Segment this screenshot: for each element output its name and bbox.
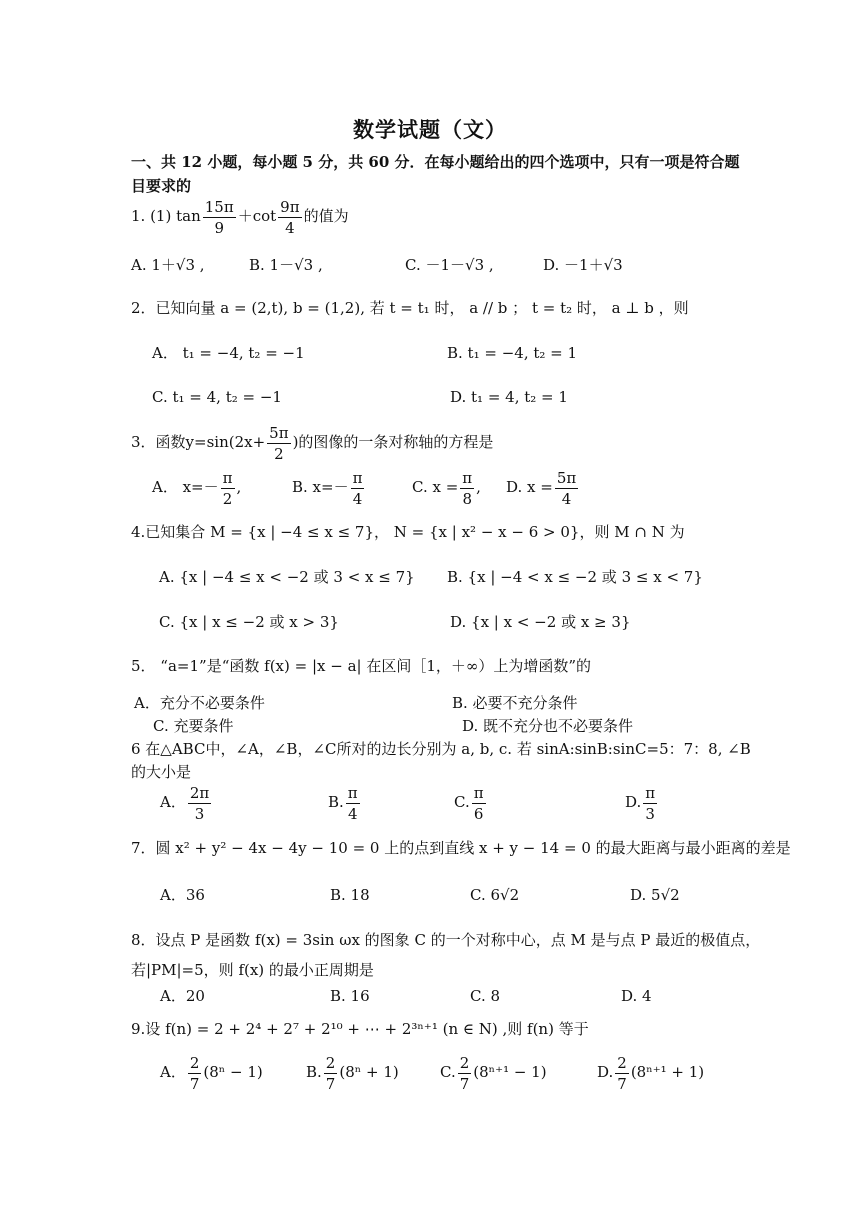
q1-option-d: D. －1＋√3 <box>543 256 623 274</box>
q1-option-b: B. 1－√3 , <box>249 256 323 274</box>
q3-a-suf: , <box>236 478 242 496</box>
q9-option-b <box>306 1050 399 1094</box>
q3-option-a <box>152 465 241 509</box>
q9-b-num: 2 <box>325 1053 336 1072</box>
q9-c-pre: C. <box>440 1063 456 1081</box>
q9-option-d <box>597 1050 704 1094</box>
q3-c-den: 8 <box>462 489 472 508</box>
q6-option-a <box>160 780 213 824</box>
question-2: 2．已知向量 a = (2,t), b = (1,2), 若 t = t₁ 时， a // b ； t = t₂ 时， a ⊥ b ，则 <box>131 299 689 317</box>
q6-a-den: 3 <box>194 804 205 823</box>
q4-option-d: D. {x | x < −2 或 x ≥ 3} <box>450 613 631 631</box>
q9-b-suf: (8ⁿ + 1) <box>339 1063 399 1081</box>
question-7: 7．圆 x² + y² − 4x − 4y − 10 = 0 上的点到直线 x + y − 14 = 0 的最大距离与最小距离的差是 <box>131 839 791 857</box>
q9-c-den: 7 <box>459 1074 470 1093</box>
q3-fraction <box>267 423 290 464</box>
q1-fraction-2 <box>278 197 301 238</box>
q9-a-suf: (8ⁿ − 1) <box>203 1063 263 1081</box>
q9-option-c <box>440 1050 547 1094</box>
q6-b-num: π <box>347 783 358 802</box>
q7-option-d: D. 5√2 <box>630 886 680 904</box>
q3-prefix: 3．函数y=sin(2x+ <box>131 433 266 451</box>
q6-option-d <box>625 780 659 824</box>
q8-option-c: C. 8 <box>470 987 501 1005</box>
q3-b-fraction <box>351 468 365 509</box>
q3-option-b <box>292 465 366 509</box>
q6-a-fraction <box>188 783 211 824</box>
question-3 <box>131 420 493 464</box>
q3-b-num: π <box>352 468 363 487</box>
q3-f-num: 5π <box>269 423 289 442</box>
q9-d-fraction <box>615 1053 629 1094</box>
q6-option-c <box>454 780 488 824</box>
q6-b-fraction <box>346 783 360 824</box>
q8-option-a: A．20 <box>160 987 205 1005</box>
question-8-line1: 8．设点 P 是函数 f(x) = 3sin ωx 的图象 C 的一个对称中心，点 M 是与点 P 最近的极值点， <box>131 931 761 949</box>
q3-suffix: )的图像的一条对称轴的方程是 <box>292 433 494 451</box>
q6-option-b <box>328 780 362 824</box>
q1-suffix: 的值为 <box>303 207 349 225</box>
q1-fraction-1 <box>203 197 236 238</box>
q7-option-c: C. 6√2 <box>470 886 520 904</box>
q9-c-fraction <box>458 1053 472 1094</box>
q3-d-fraction <box>555 468 578 509</box>
q9-b-den: 7 <box>325 1074 336 1093</box>
section-header-line1: 一、共 12 小题，每小题 5 分，共 60 分．在每小题给出的四个选项中，只有一项是符合题 <box>131 153 740 171</box>
q3-d-den: 4 <box>561 489 572 508</box>
q3-option-d <box>506 465 580 509</box>
page-title: 数学试题（文） <box>353 117 507 142</box>
q6-a-pre: A． <box>160 793 186 811</box>
q1-f1-den: 9 <box>214 218 224 237</box>
q9-d-suf: (8ⁿ⁺¹ + 1) <box>630 1063 705 1081</box>
q4-option-a: A. {x | −4 ≤ x < −2 或 3 < x ≤ 7} <box>159 568 415 586</box>
q3-a-den: 2 <box>222 489 233 508</box>
q9-b-fraction <box>324 1053 338 1094</box>
q3-c-num: π <box>462 468 473 487</box>
q3-d-pre: D. x = <box>506 478 553 496</box>
q6-a-num: 2π <box>189 783 210 802</box>
q3-option-c <box>412 465 481 509</box>
q6-d-pre: D. <box>625 793 642 811</box>
q3-a-pre: A． x=－ <box>152 478 219 496</box>
q1-f2-den: 4 <box>285 218 295 237</box>
q6-d-den: 3 <box>645 804 655 823</box>
question-6-line1: 6 在△ABC中，∠A，∠B，∠C所对的边长分别为 a, b, c. 若 sinA:sinB:sinC=5：7：8, ∠B <box>131 740 751 758</box>
question-9: 9.设 f(n) = 2 + 2⁴ + 2⁷ + 2¹⁰ + ⋯ + 2³ⁿ⁺¹ (n ∈ N) ,则 f(n) 等于 <box>131 1020 589 1038</box>
q7-option-b: B. 18 <box>330 886 370 904</box>
q3-f-den: 2 <box>274 444 284 463</box>
q1-f1-num: 15π <box>204 197 234 216</box>
q9-a-fraction <box>188 1053 202 1094</box>
q9-a-num: 2 <box>189 1053 200 1072</box>
q3-a-num: π <box>222 468 233 487</box>
question-8-line2: 若|PM|=5，则 f(x) 的最小正周期是 <box>131 961 374 979</box>
q5-option-b: B. 必要不充分条件 <box>452 694 578 712</box>
q9-c-suf: (8ⁿ⁺¹ − 1) <box>473 1063 547 1081</box>
q3-c-pre: C. x = <box>412 478 459 496</box>
q9-d-num: 2 <box>617 1053 627 1072</box>
q6-c-fraction <box>472 783 486 824</box>
q1-prefix: 1. (1) tan <box>131 207 201 225</box>
q3-d-num: 5π <box>556 468 577 487</box>
q5-option-d: D. 既不充分也不必要条件 <box>462 717 634 735</box>
q2-option-b: B. t₁ = −4, t₂ = 1 <box>447 344 578 362</box>
q6-d-num: π <box>645 783 656 802</box>
q9-d-pre: D. <box>597 1063 614 1081</box>
q2-option-a: A． t₁ = −4, t₂ = −1 <box>152 344 305 362</box>
q6-c-pre: C. <box>454 793 470 811</box>
q1-f2-num: 9π <box>280 197 300 216</box>
q9-a-den: 7 <box>189 1074 200 1093</box>
q3-b-den: 4 <box>352 489 363 508</box>
q7-option-a: A．36 <box>160 886 205 904</box>
section-header-line2: 目要求的 <box>131 177 192 195</box>
q6-b-den: 4 <box>347 804 358 823</box>
question-1 <box>131 194 349 238</box>
q8-option-d: D. 4 <box>621 987 652 1005</box>
q6-c-num: π <box>473 783 484 802</box>
q6-b-pre: B. <box>328 793 344 811</box>
q1-mid: ＋cot <box>237 207 277 225</box>
q2-option-d: D. t₁ = 4, t₂ = 1 <box>450 388 568 406</box>
q2-option-c: C. t₁ = 4, t₂ = −1 <box>152 388 282 406</box>
q9-a-pre: A． <box>160 1063 186 1081</box>
q9-c-num: 2 <box>459 1053 470 1072</box>
q9-d-den: 7 <box>617 1074 627 1093</box>
q6-c-den: 6 <box>473 804 484 823</box>
q8-option-b: B. 16 <box>330 987 370 1005</box>
question-5: 5． “a=1”是“函数 f(x) = |x − a| 在区间［1，＋∞）上为增函数”的 <box>131 657 592 675</box>
q5-option-c: C. 充要条件 <box>153 717 234 735</box>
q3-a-fraction <box>221 468 235 509</box>
q1-option-c: C. －1－√3 , <box>405 256 494 274</box>
question-4: 4.已知集合 M = {x | −4 ≤ x ≤ 7}， N = {x | x² − x − 6 > 0}，则 M ∩ N 为 <box>131 523 685 541</box>
question-6-line2: 的大小是 <box>131 763 192 781</box>
q1-option-a: A. 1＋√3 , <box>131 256 205 274</box>
q3-c-fraction <box>460 468 474 509</box>
q4-option-b: B. {x | −4 < x ≤ −2 或 3 ≤ x < 7} <box>447 568 703 586</box>
q9-b-pre: B. <box>306 1063 322 1081</box>
q9-option-a <box>160 1050 263 1094</box>
q6-d-fraction <box>643 783 657 824</box>
q5-option-a: A．充分不必要条件 <box>134 694 265 712</box>
q4-option-c: C. {x | x ≤ −2 或 x > 3} <box>159 613 339 631</box>
q3-b-pre: B. x=－ <box>292 478 349 496</box>
q3-c-suf: , <box>476 478 481 496</box>
